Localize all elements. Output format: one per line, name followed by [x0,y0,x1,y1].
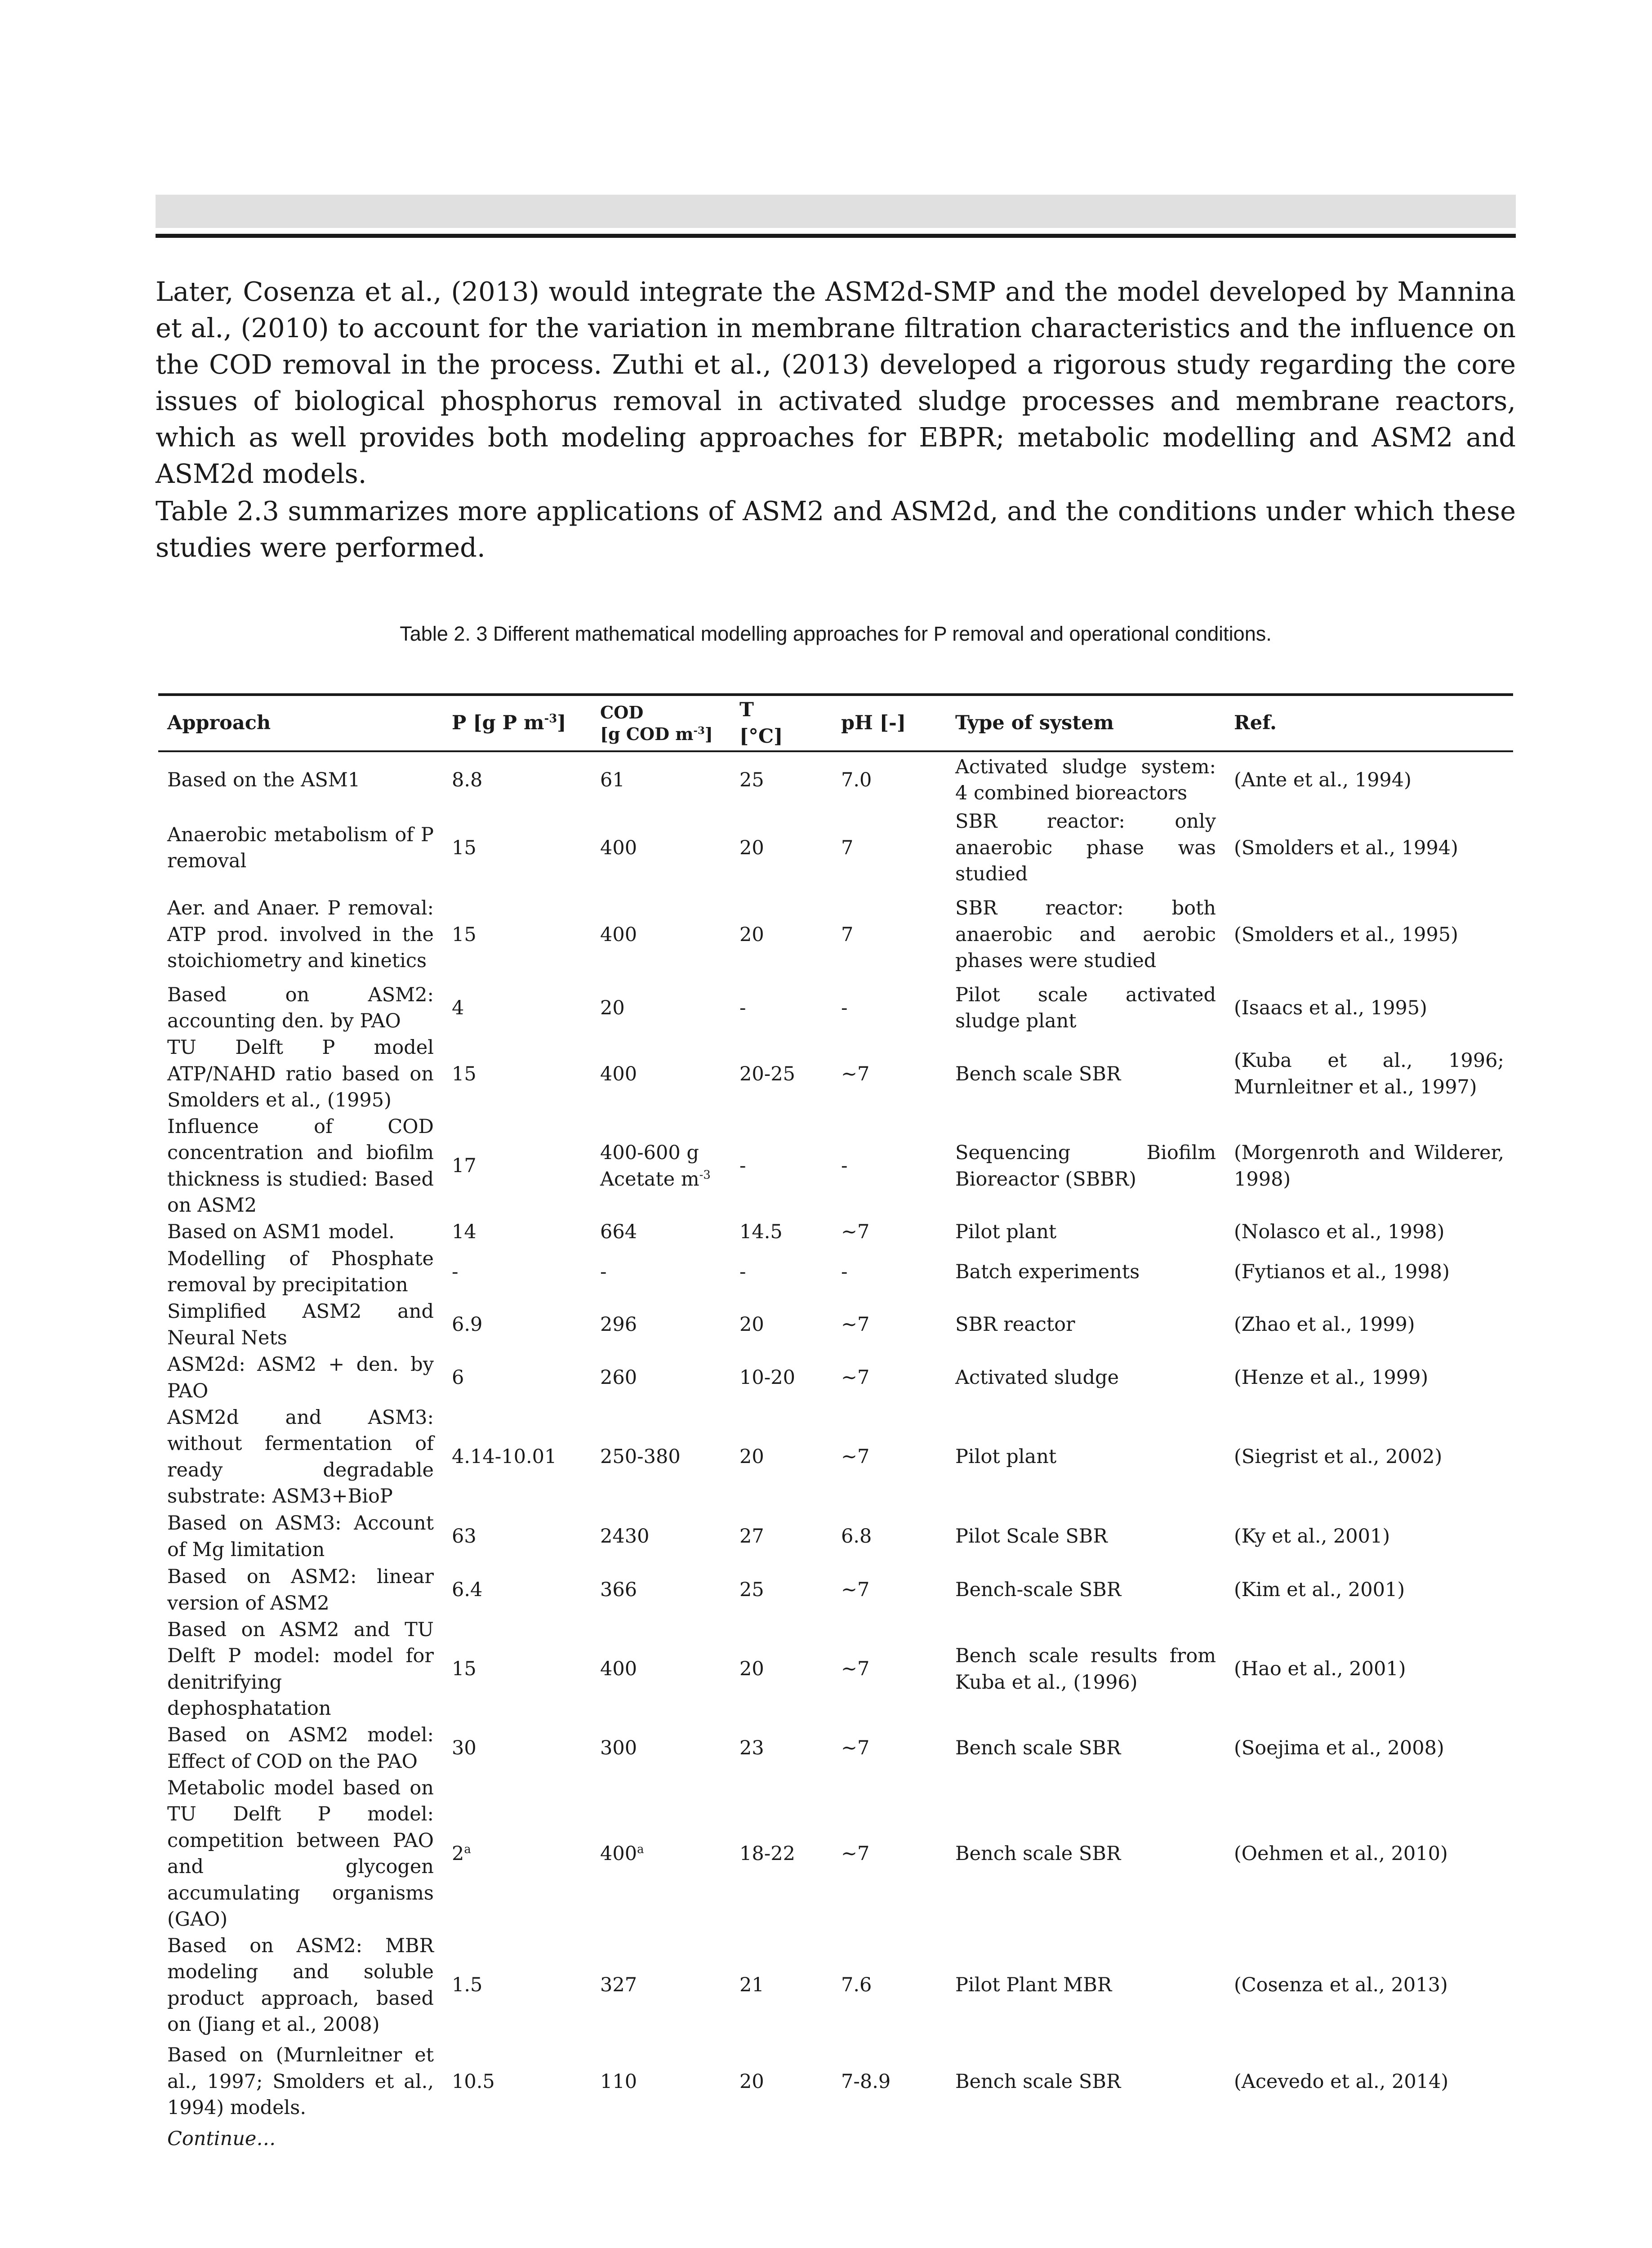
approach-cell: Based on ASM2: accounting den. by PAO [167,983,434,1032]
t-cell: 10-20 [739,1366,795,1389]
p-cell: 8.8 [452,768,483,791]
p-cell: - [452,1260,459,1283]
t-cell: 20 [739,1445,764,1468]
cod-cell: - [600,1260,607,1283]
p-cell: 14 [452,1221,476,1244]
approaches-table [158,693,1513,2152]
ref-cell: (Hao et al., 2001) [1234,1658,1406,1681]
approach-cell: Based on ASM2: MBR modeling and soluble product approach, based on (Jiang et al., 2008) [167,1934,434,2036]
approach-cell: Metabolic model based on TU Delft P model: competition between PAO and glycogen accumulating organisms (GAO) [167,1776,434,1931]
approach-cell: ASM2d: ASM2 + den. by PAO [167,1353,434,1402]
ph-cell: 7.6 [841,1974,872,1997]
ref-cell: (Fytianos et al., 1998) [1234,1260,1450,1283]
ph-cell: ~7 [841,1445,870,1468]
table-row [158,1564,1513,1617]
p-cell: 15 [452,923,476,946]
ref-cell: (Acevedo et al., 2014) [1234,2070,1449,2093]
table-row [158,1510,1513,1564]
cod-cell: 327 [600,1974,637,1997]
approach-cell: TU Delft P model ATP/NAHD ratio based on Smolders et al., (1995) [167,1036,434,1111]
ph-cell: 7 [841,836,854,859]
approach-cell: ASM2d and ASM3: without fermentation of ready degradable substrate: ASM3+BioP [167,1406,434,1508]
table-row [158,808,1513,888]
cod-cell: 110 [600,2070,637,2093]
t-cell: 21 [739,1974,764,1997]
system-cell: Activated sludge [955,1366,1119,1389]
cod-cell: 260 [600,1366,637,1389]
ref-cell: (Soejima et al., 2008) [1234,1737,1444,1760]
p-cell: 30 [452,1737,476,1760]
approach-cell: Based on ASM3: Account of Mg limitation [167,1512,434,1561]
t-cell: 25 [739,1579,764,1601]
system-cell: Activated sludge system: 4 combined bioreactors [955,755,1216,804]
t-cell: - [739,996,746,1019]
table-row [158,981,1513,1035]
approach-cell: Aer. and Anaer. P removal: ATP prod. involved in the stoichiometry and kinetics [167,897,434,972]
system-cell: SBR reactor: only anaerobic phase was studied [955,810,1216,886]
header-t: T [°C] [730,695,832,751]
ph-cell: ~7 [841,1313,870,1336]
approach-cell: Based on ASM1 model. [167,1221,395,1244]
table-row [158,888,1513,981]
cod-cell: 664 [600,1221,637,1244]
cod-cell: 20 [600,996,625,1019]
approach-cell: Based on the ASM1 [167,768,361,791]
table-row [158,1933,1513,2038]
table-row [158,1775,1513,1933]
approach-cell: Based on ASM2 model: Effect of COD on the PAO [167,1724,434,1773]
system-cell: Bench scale SBR [955,1062,1121,1085]
system-cell: Pilot Scale SBR [955,1525,1108,1548]
t-cell: 23 [739,1737,764,1760]
ref-cell: (Kuba et al., 1996; Murnleitner et al., 1997) [1234,1049,1504,1098]
header-cod: COD [g COD $m^{-3}$] [591,695,730,751]
p-cell: 10.5 [452,2070,495,2093]
ph-cell: ~7 [841,1221,870,1244]
ph-cell: ~7 [841,1842,870,1865]
t-cell: - [739,1155,746,1178]
ph-cell: - [841,1155,848,1178]
cod-cell: 366 [600,1579,637,1601]
p-cell: 4 [452,996,464,1019]
p-cell: 4.14-10.01 [452,1445,557,1468]
table-row [158,1246,1513,1298]
ref-cell: (Ante et al., 1994) [1234,768,1412,791]
ph-cell: 7 [841,923,854,946]
approach-cell: Anaerobic metabolism of P removal [167,823,434,872]
ref-cell: (Smolders et al., 1994) [1234,836,1458,859]
approach-cell: Modelling of Phosphate removal by precipitation [167,1247,434,1296]
system-cell: Bench scale SBR [955,1842,1121,1865]
table-row [158,1617,1513,1722]
p-cell: 15 [452,1062,476,1085]
cod-cell: 2430 [600,1525,650,1548]
p-cell: 15 [452,836,476,859]
ref-cell: (Siegrist et al., 2002) [1234,1445,1443,1468]
table-row [158,1035,1513,1114]
continue-note: Continue… [167,2127,276,2150]
approach-cell: Based on ASM2 and TU Delft P model: model for denitrifying dephosphatation [167,1618,434,1720]
ph-cell: 7-8.9 [841,2070,891,2093]
t-cell: 20 [739,923,764,946]
ref-cell: (Smolders et al., 1995) [1234,923,1458,946]
t-cell: 20 [739,1313,764,1336]
approach-cell: Simplified ASM2 and Neural Nets [167,1300,434,1349]
table-row [158,1219,1513,1246]
table-header-row [158,695,1513,751]
cod-cell: 296 [600,1313,637,1336]
table-row [158,1298,1513,1351]
system-cell: SBR reactor [955,1313,1075,1336]
ref-cell: (Isaacs et al., 1995) [1234,996,1427,1019]
approach-cell: Based on ASM2: linear version of ASM2 [167,1566,434,1615]
system-cell: Pilot scale activated sludge plant [955,983,1216,1032]
header-ph: pH [-] [832,695,946,751]
ph-cell: 7.0 [841,768,872,791]
cod-cell: 400 [600,923,637,946]
p-cell: 6.9 [452,1313,483,1336]
cod-cell: 300 [600,1737,637,1760]
p-cell: 1.5 [452,1974,483,1997]
ref-cell: (Henze et al., 1999) [1234,1366,1429,1389]
approach-cell: Influence of COD concentration and biofilm thickness is studied: Based on ASM2 [167,1115,434,1217]
system-cell: Batch experiments [955,1260,1140,1283]
t-cell: - [739,1260,746,1283]
cod-cell: 400-600 g Acetate $m^{-3}$ [600,1142,711,1191]
system-cell: Bench scale results from Kuba et al., (1996) [955,1645,1216,1694]
ref-cell: (Zhao et al., 1999) [1234,1313,1415,1336]
p-cell: 2$^a$ [452,1842,471,1865]
ref-cell: (Nolasco et al., 1998) [1234,1221,1445,1244]
system-cell: Bench scale SBR [955,2070,1121,2093]
ref-cell: (Ky et al., 2001) [1234,1525,1390,1548]
ph-cell: ~7 [841,1366,870,1389]
table-row [158,1351,1513,1405]
p-cell: 63 [452,1525,476,1548]
ph-cell: ~7 [841,1579,870,1601]
table-row [158,1722,1513,1775]
cod-cell: 400 [600,1062,637,1085]
cod-cell: 400 [600,836,637,859]
table-row [158,751,1513,808]
table-caption: Table 2. 3 Different mathematical modelling approaches for P removal and operational conditions. [400,622,1272,645]
t-cell: 20-25 [739,1062,795,1085]
p-cell: 6 [452,1366,464,1389]
cod-cell: 61 [600,768,625,791]
cod-cell: 400$^a$ [600,1842,644,1865]
ph-cell: 6.8 [841,1525,872,1548]
header-system: Type of system [946,695,1225,751]
t-cell: 20 [739,2070,764,2093]
cod-cell: 400 [600,1658,637,1681]
ref-cell: (Kim et al., 2001) [1234,1579,1405,1601]
header-approach: Approach [158,695,443,751]
t-cell: 25 [739,768,764,791]
ph-cell: ~7 [841,1062,870,1085]
ph-cell: ~7 [841,1737,870,1760]
ph-cell: - [841,1260,848,1283]
ref-cell: (Cosenza et al., 2013) [1234,1974,1448,1997]
p-cell: 15 [452,1658,476,1681]
system-cell: Pilot Plant MBR [955,1974,1112,1997]
ph-cell: ~7 [841,1658,870,1681]
header-p: P [g P $m^{-3}$] [443,695,591,751]
t-cell: 20 [739,1658,764,1681]
system-cell: Pilot plant [955,1445,1057,1468]
p-cell: 17 [452,1155,476,1178]
system-cell: SBR reactor: both anaerobic and aerobic phases were studied [955,897,1216,972]
t-cell: 14.5 [739,1221,783,1244]
ph-cell: - [841,996,848,1019]
header-band [156,195,1516,228]
t-cell: 27 [739,1525,764,1548]
p-cell: 6.4 [452,1579,483,1601]
approach-cell: Based on (Murnleitner et al., 1997; Smolders et al., 1994) models. [167,2044,434,2119]
table-row [158,1114,1513,1219]
header-rule [156,234,1516,238]
paragraph-2: Table 2.3 summarizes more applications of ASM2 and ASM2d, and the conditions under which these studies were performed. [156,495,1516,563]
cod-cell: 250-380 [600,1445,681,1468]
ref-cell: (Oehmen et al., 2010) [1234,1842,1448,1865]
table-row [158,2038,1513,2126]
header-ref: Ref. [1225,695,1513,751]
ref-cell: (Morgenroth and Wilderer, 1998) [1234,1142,1504,1191]
t-cell: 20 [739,836,764,859]
system-cell: Bench scale SBR [955,1737,1121,1760]
table-row [158,1405,1513,1510]
system-cell: Pilot plant [955,1221,1057,1244]
system-cell: Bench-scale SBR [955,1579,1122,1601]
system-cell: Sequencing Biofilm Bioreactor (SBBR) [955,1142,1216,1191]
t-cell: 18-22 [739,1842,795,1865]
paragraph-1: Later, Cosenza et al., (2013) would integrate the ASM2d-SMP and the model developed by Mannina et al., (2010) to account for the variation in membrane filtration characteristics and the influence on the COD removal in the process. Zuthi et al., (2013) developed a rigorous study regarding the core issues of biological phosphorus removal in activated sludge processes and membrane reactors, which as well provides both modeling approaches for EBPR; metabolic modelling and ASM2 and ASM2d models. [156,276,1516,489]
